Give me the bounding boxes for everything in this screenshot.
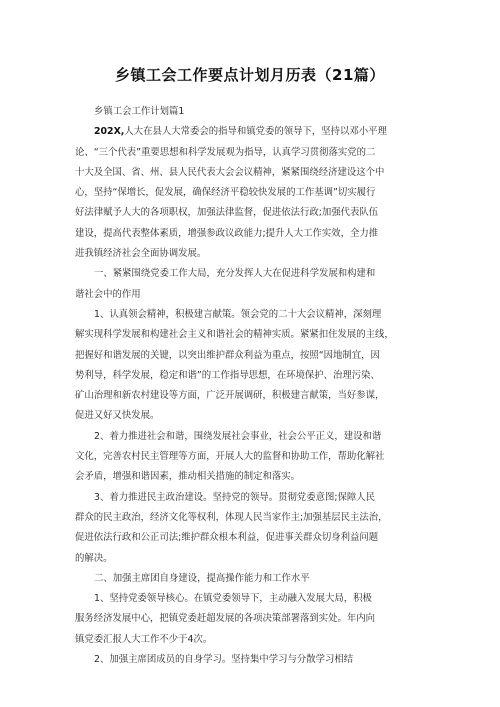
body-line: 促进依法行政和公正司法;维护群众根本利益，促进事关群众切身利益问题 xyxy=(75,532,379,544)
document-title: 乡镇工会工作要点计划月历表（21篇） xyxy=(115,66,385,84)
body-line: 文化，完善农村民主管理等方面，开展人大的监督和协助工作，帮助化解社 xyxy=(75,451,385,463)
body-line: 好法律赋予人大的各项职权，加强法律监督，促进依法行政;加强代表队伍 xyxy=(75,207,379,219)
body-line: 1、认真领会精神，积极建言献策。领会党的二十大会议精神，深刻理 xyxy=(94,308,382,320)
body-line: 202X,人大在县人大常委会的指导和镇党委的领导下，坚持以邓小平理 xyxy=(94,126,387,138)
document-body xyxy=(75,102,430,670)
body-line: 镇党委汇报人大工作不少于4次。 xyxy=(75,633,213,645)
body-line: 群众的民主政治，经济文化等权利，体现人民当家作主;加强基层民主法治， xyxy=(75,511,388,523)
body-line: 二、加强主席团自身建设，提高操作能力和工作水平 xyxy=(94,572,310,584)
body-line: 的解决。 xyxy=(75,552,113,564)
body-line: 2、着力推进社会和谐，围绕发展社会事业，社会公平正义，建设和谐 xyxy=(94,430,382,442)
body-line: 会矛盾，增强和谐因素，推动相关措施的制定和落实。 xyxy=(75,471,301,483)
body-line: 促进又好又快发展。 xyxy=(75,410,160,422)
body-line: 十大及全国、省、州、县人民代表大会会议精神，紧紧围绕经济建设这个中 xyxy=(75,166,385,178)
body-line: 矿山治理和新农村建设等方面，广泛开展调研，积极建言献策，当好参谋， xyxy=(75,390,385,402)
body-line: 心，坚持“保增长，促发展，确保经济平稳较快发展的工作基调”切实履行 xyxy=(75,187,376,199)
body-line: 3、着力推进民主政治建设。坚持党的领导。贯彻党委意图;保障人民 xyxy=(94,491,376,503)
year-label: 202X, xyxy=(94,126,125,138)
body-line: 论、“三个代表”重要思想和科学发展观为指导，认真学习贯彻落实党的二 xyxy=(75,146,376,158)
body-line: 2、加强主席团成员的自身学习。坚持集中学习与分散学习相结 xyxy=(94,654,354,666)
body-line: 进我镇经济社会全面协调发展。 xyxy=(75,248,207,260)
body-line: 1、坚持党委领导核心。在镇党委领导下，主动融入发展大局，积极 xyxy=(94,593,372,605)
body-line: 谐社会中的作用 xyxy=(75,288,141,300)
section-heading: 乡镇工会工作计划篇1 xyxy=(94,106,185,117)
body-line: 解实现科学发展和构建社会主义和谐社会的精神实质。紧紧扣住发展的主线， xyxy=(75,329,394,341)
body-line: 建设，提高代表整体素质，增强参政议政能力;提升人大工作实效，全力推 xyxy=(75,227,379,239)
body-line: 服务经济发展中心，把镇党委赶超发展的各项决策部署落到实处。年内向 xyxy=(75,613,376,625)
body-line: 把握好和谐发展的关键，以突出维护群众利益为重点，按照“因地制宜，因 xyxy=(75,349,380,361)
body-line: 一、紧紧围绕党委工作大局，充分发挥人大在促进科学发展和构建和 xyxy=(94,268,376,280)
body-line: 势利导，科学发展，稳定和谐”的工作指导思想，在环境保护、治理污染、 xyxy=(75,369,380,381)
